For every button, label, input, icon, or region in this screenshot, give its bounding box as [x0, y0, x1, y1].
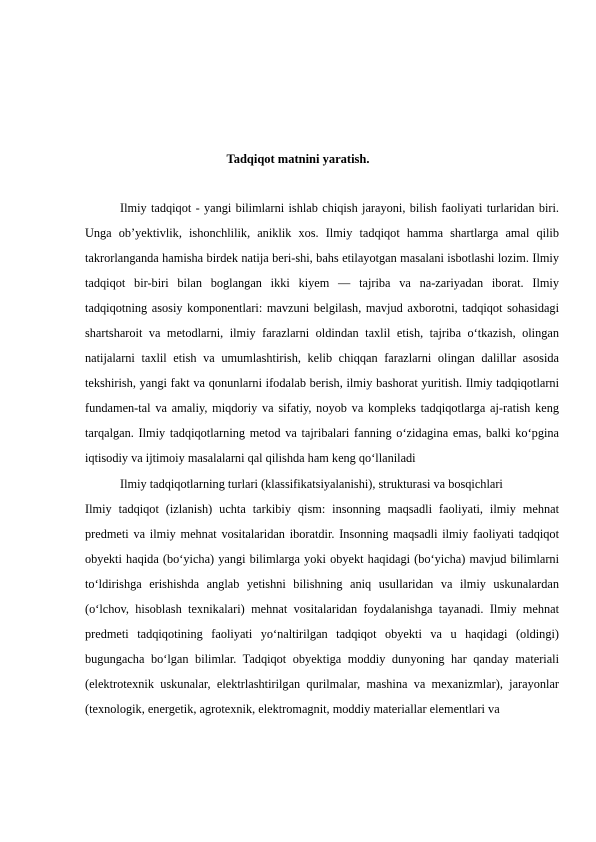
paragraph-definition: Ilmiy tadqiqot - yangi bilimlarni ishlab chiqish jarayoni, bilish faoliyati turlaridan biri. Unga ob’yektivlik, ishonchlilik, aniklik xos. Ilmiy tadqiqot hamma shartlarga amal qilib takrorlanganda hamisha birdek natija beri-shi, bahs etilayotgan masalani isbotlashi lozim. Ilmiy tadqiqot bir-biri bilan boglangan ikki kiyem — tajriba va na-zariyadan iborat. Ilmiy tadqiqotning asosiy komponentlari: mavzuni belgilash, mavjud axborotni, tadqiqot sohasidagi shartsharoit va metodlarni, ilmiy farazlarni oldindan taxlil etish, tajriba o‘tkazish, olingan natijalarni taxlil etish va umumlashtirish, kelib chiqqan farazlarni olingan dalillar asosida tekshirish, yangi fakt va qonunlarni ifodalab berish, ilmiy bashorat yuritish. Ilmiy tadqiqotlarni fundamen-tal va amaliy, miqdoriy va sifatiy, noyob va kompleks tadqiqotlarga aj-ratish keng tarqalgan. Ilmiy tadqiqotlarning metod va tajribalari fanning o‘zidagina emas, balki ko‘pgina iqtisodiy va ijtimoiy masalalarni qal qilishda ham keng qo‘llaniladi: [85, 201, 559, 466]
paragraph-section-heading: Ilmiy tadqiqotlarning turlari (klassifikatsiyalanishi), strukturasi va bosqichlari: [120, 476, 503, 491]
document-title: Tadqiqot matnini yaratish.: [226, 152, 370, 166]
paragraph-structure: Ilmiy tadqiqot (izlanish) uchta tarkibiy qism: insonning maqsadli faoliyati, ilmiy mehnat predmeti va ilmiy mehnat vositalaridan iboratdir. Insonning maqsadli ilmiy faoliyati tadqiqot obyekti haqida (bo‘yicha) yangi bilimlarga yoki obyekt haqidagi (bo‘yicha) mavjud bilimlarni to‘ldirishga erishishda anglab yetishni bilishning aniq usullaridan va ilmiy uskunalardan (o‘lchov, hisoblash texnikalari) mehnat vositalaridan foydalanishga tayanadi. Ilmiy mehnat predmeti tadqiqotining faoliyati yo‘naltirilgan tadqiqot obyekti va u haqidagi (oldingi) bugungacha bo‘lgan bilimlar. Tadqiqot obyektiga moddiy dunyoning har qanday materiali (elektrotexnik uskunalar, elektrlashtirilgan qurilmalar, mashina va mexanizmlar), jarayonlar (texnologik, energetik, agrotexnik, elektromagnit, moddiy materiallar elementlari va: [85, 501, 559, 716]
document-body: [85, 196, 559, 722]
